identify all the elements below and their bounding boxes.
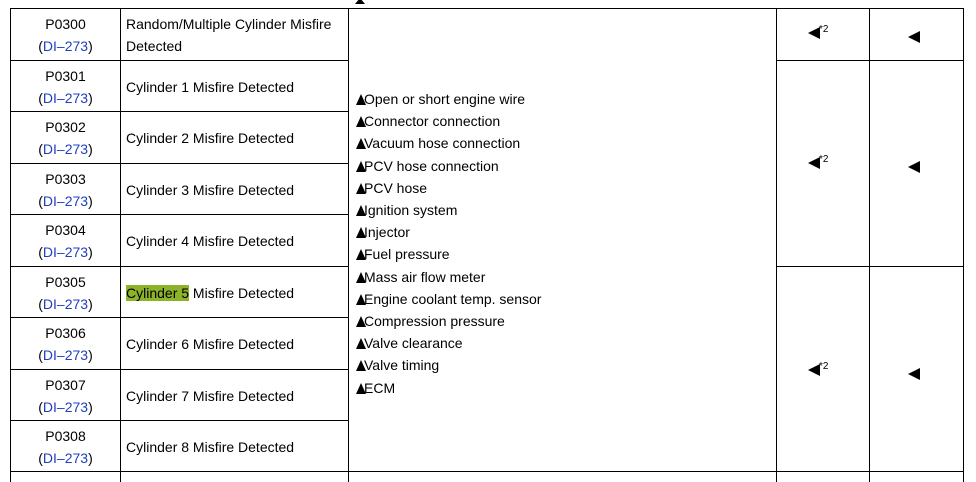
list-item: Ignition system <box>356 199 541 221</box>
list-item: PCV hose <box>356 177 541 199</box>
list-item: Valve timing <box>356 354 541 376</box>
dtc-description: Cylinder 4 Misfire Detected <box>126 233 295 249</box>
dtc-description: Cylinder 5 Misfire Detected <box>126 285 295 301</box>
trouble-area-list <box>356 88 541 399</box>
dtc-ref-link[interactable]: DI–273 <box>42 244 89 260</box>
search-highlight: Cylinder 5 <box>126 285 190 301</box>
dtc-ref-link[interactable]: DI–273 <box>42 399 89 415</box>
dtc-ref-link[interactable]: DI–273 <box>42 90 89 106</box>
mil-indicator: *2 <box>808 156 828 172</box>
triangle-icon <box>355 0 365 4</box>
list-item: Open or short engine wire <box>356 88 541 110</box>
list-item: Vacuum hose connection <box>356 132 541 154</box>
dtc-code-cell: P0300 (DI–273) <box>38 16 93 54</box>
memory-indicator <box>908 367 920 383</box>
dtc-description: Cylinder 7 Misfire Detected <box>126 388 295 404</box>
memory-indicator <box>908 160 920 176</box>
memory-indicator <box>908 30 920 46</box>
dtc-code-cell: P0308 (DI–273) <box>38 428 93 466</box>
dtc-code-cell: P0303 (DI–273) <box>38 171 93 209</box>
dtc-code-cell: P0302 (DI–273) <box>38 119 93 157</box>
dtc-ref-link[interactable]: DI–273 <box>42 296 89 312</box>
list-item: PCV hose connection <box>356 155 541 177</box>
dtc-ref-link[interactable]: DI–273 <box>42 38 89 54</box>
mil-indicator: *2 <box>808 26 828 42</box>
dtc-code-cell: P0305 (DI–273) <box>38 274 93 312</box>
dtc-code-cell: P0307 (DI–273) <box>38 377 93 415</box>
dtc-code-cell: P0304 (DI–273) <box>38 222 93 260</box>
list-item: Injector <box>356 221 541 243</box>
dtc-description: Cylinder 2 Misfire Detected <box>126 130 295 146</box>
dtc-ref-link[interactable]: DI–273 <box>42 193 89 209</box>
dtc-description: Cylinder 8 Misfire Detected <box>126 439 295 455</box>
arrow-left-icon <box>908 31 920 43</box>
list-item: Fuel pressure <box>356 243 541 265</box>
dtc-ref-link[interactable]: DI–273 <box>42 450 89 466</box>
list-item: Valve clearance <box>356 332 541 354</box>
dtc-description: Random/Multiple Cylinder Misfire Detected <box>126 16 332 54</box>
dtc-description: Cylinder 6 Misfire Detected <box>126 336 295 352</box>
list-item: Mass air flow meter <box>356 266 541 288</box>
arrow-left-icon <box>908 161 920 173</box>
dtc-code-cell: P0301 (DI–273) <box>38 68 93 106</box>
dtc-code-cell: P0306 (DI–273) <box>38 325 93 363</box>
list-item: Compression pressure <box>356 310 541 332</box>
dtc-description: Cylinder 3 Misfire Detected <box>126 182 295 198</box>
list-item: Connector connection <box>356 110 541 132</box>
dtc-ref-link[interactable]: DI–273 <box>42 347 89 363</box>
dtc-ref-link[interactable]: DI–273 <box>42 141 89 157</box>
list-item: Engine coolant temp. sensor <box>356 288 541 310</box>
mil-indicator: *2 <box>808 363 828 379</box>
arrow-left-icon <box>908 368 920 380</box>
dtc-description: Cylinder 1 Misfire Detected <box>126 79 295 95</box>
list-item: ECM <box>356 377 541 399</box>
